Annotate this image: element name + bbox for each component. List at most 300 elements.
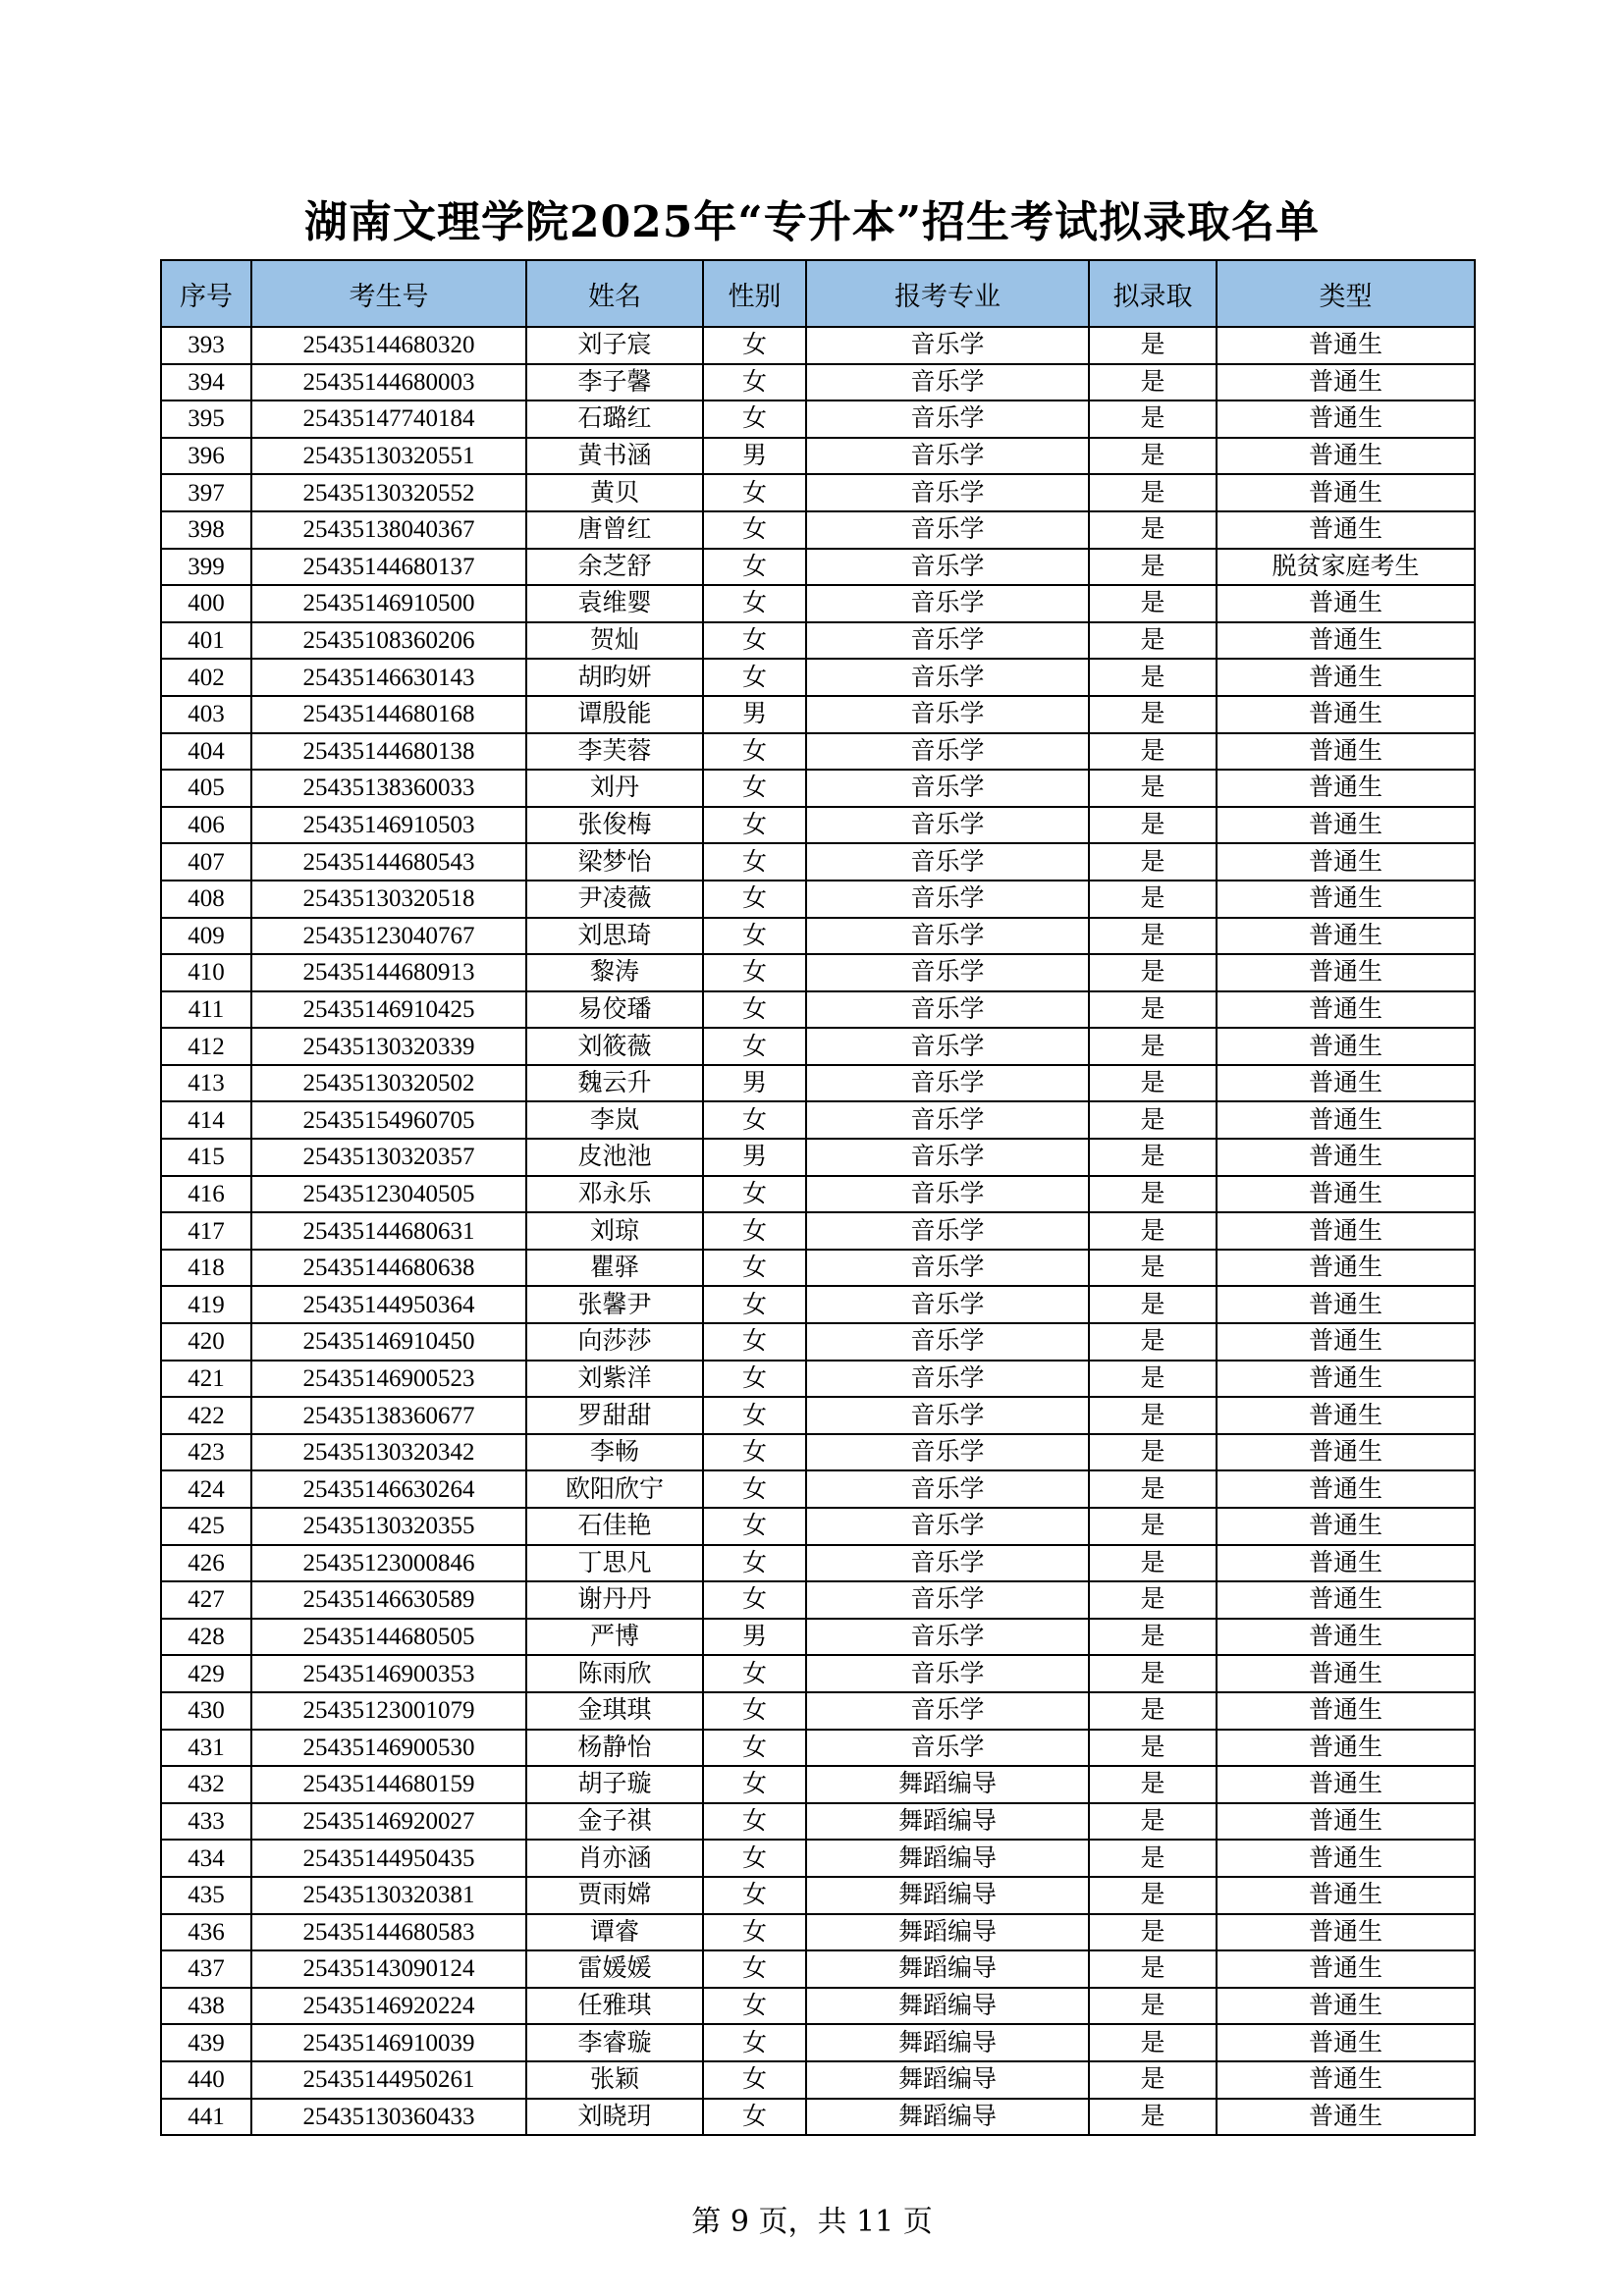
cell-type: 普通生 [1217, 1065, 1475, 1102]
cell-major: 音乐学 [806, 327, 1089, 364]
cell-name: 谭殷能 [526, 696, 703, 733]
cell-gender: 女 [703, 1250, 806, 1287]
cell-gender: 女 [703, 549, 806, 586]
cell-major: 音乐学 [806, 733, 1089, 771]
cell-name: 欧阳欣宁 [526, 1470, 703, 1508]
cell-type: 普通生 [1217, 770, 1475, 807]
table-row [161, 1545, 1475, 1582]
cell-gender: 男 [703, 696, 806, 733]
cell-exam-id: 25435130320357 [251, 1139, 526, 1176]
cell-type: 普通生 [1217, 1766, 1475, 1803]
cell-admit: 是 [1089, 622, 1217, 660]
cell-gender: 女 [703, 1581, 806, 1619]
cell-exam-id: 25435138360033 [251, 770, 526, 807]
table-row [161, 549, 1475, 586]
cell-admit: 是 [1089, 511, 1217, 549]
cell-exam-id: 25435146900530 [251, 1730, 526, 1767]
cell-gender: 男 [703, 1619, 806, 1656]
cell-exam-id: 25435144680138 [251, 733, 526, 771]
table-row [161, 1619, 1475, 1656]
header-major: 报考专业 [806, 260, 1089, 327]
table-row [161, 1950, 1475, 1988]
cell-admit: 是 [1089, 733, 1217, 771]
cell-admit: 是 [1089, 1028, 1217, 1065]
cell-admit: 是 [1089, 918, 1217, 955]
cell-major: 音乐学 [806, 1212, 1089, 1250]
cell-major: 音乐学 [806, 659, 1089, 696]
cell-admit: 是 [1089, 1508, 1217, 1545]
cell-seq: 414 [161, 1101, 251, 1139]
cell-seq: 407 [161, 843, 251, 881]
table-row [161, 364, 1475, 401]
cell-seq: 439 [161, 2024, 251, 2061]
cell-type: 普通生 [1217, 1581, 1475, 1619]
cell-seq: 409 [161, 918, 251, 955]
cell-admit: 是 [1089, 954, 1217, 991]
table-row [161, 659, 1475, 696]
cell-gender: 女 [703, 1950, 806, 1988]
table-row [161, 1028, 1475, 1065]
table-row [161, 511, 1475, 549]
cell-name: 胡昀妍 [526, 659, 703, 696]
cell-gender: 女 [703, 770, 806, 807]
cell-major: 舞蹈编导 [806, 1840, 1089, 1877]
cell-admit: 是 [1089, 1766, 1217, 1803]
cell-type: 普通生 [1217, 1545, 1475, 1582]
cell-admit: 是 [1089, 2024, 1217, 2061]
cell-major: 音乐学 [806, 954, 1089, 991]
cell-admit: 是 [1089, 1803, 1217, 1841]
cell-gender: 男 [703, 1065, 806, 1102]
cell-gender: 男 [703, 1139, 806, 1176]
cell-major: 音乐学 [806, 1361, 1089, 1398]
cell-seq: 410 [161, 954, 251, 991]
cell-admit: 是 [1089, 1434, 1217, 1471]
cell-seq: 413 [161, 1065, 251, 1102]
cell-exam-id: 25435144680320 [251, 327, 526, 364]
cell-type: 普通生 [1217, 438, 1475, 475]
header-name: 姓名 [526, 260, 703, 327]
cell-name: 刘子宸 [526, 327, 703, 364]
cell-major: 音乐学 [806, 474, 1089, 511]
cell-admit: 是 [1089, 2099, 1217, 2136]
cell-type: 普通生 [1217, 1176, 1475, 1213]
cell-name: 黎涛 [526, 954, 703, 991]
cell-type: 普通生 [1217, 1434, 1475, 1471]
cell-name: 瞿驿 [526, 1250, 703, 1287]
cell-seq: 412 [161, 1028, 251, 1065]
cell-gender: 女 [703, 881, 806, 918]
cell-gender: 女 [703, 1840, 806, 1877]
cell-name: 梁梦怡 [526, 843, 703, 881]
cell-admit: 是 [1089, 2061, 1217, 2099]
cell-name: 尹凌薇 [526, 881, 703, 918]
cell-name: 雷媛媛 [526, 1950, 703, 1988]
cell-exam-id: 25435138040367 [251, 511, 526, 549]
table-row [161, 1212, 1475, 1250]
cell-type: 普通生 [1217, 1988, 1475, 2025]
cell-name: 丁思凡 [526, 1545, 703, 1582]
cell-exam-id: 25435146630143 [251, 659, 526, 696]
cell-name: 陈雨欣 [526, 1655, 703, 1692]
cell-admit: 是 [1089, 1286, 1217, 1323]
cell-seq: 397 [161, 474, 251, 511]
table-row [161, 1803, 1475, 1841]
cell-type: 普通生 [1217, 1286, 1475, 1323]
cell-admit: 是 [1089, 1692, 1217, 1730]
cell-gender: 女 [703, 1545, 806, 1582]
table-row [161, 2024, 1475, 2061]
table-row [161, 1323, 1475, 1361]
table-row [161, 1581, 1475, 1619]
cell-name: 李子馨 [526, 364, 703, 401]
cell-exam-id: 25435146910503 [251, 807, 526, 844]
table-row [161, 733, 1475, 771]
cell-gender: 女 [703, 1730, 806, 1767]
cell-seq: 422 [161, 1397, 251, 1434]
cell-name: 贺灿 [526, 622, 703, 660]
cell-name: 胡子璇 [526, 1766, 703, 1803]
cell-major: 音乐学 [806, 400, 1089, 438]
cell-type: 普通生 [1217, 1250, 1475, 1287]
table-row [161, 843, 1475, 881]
cell-seq: 403 [161, 696, 251, 733]
cell-exam-id: 25435130320342 [251, 1434, 526, 1471]
cell-name: 皮池池 [526, 1139, 703, 1176]
cell-gender: 女 [703, 1803, 806, 1841]
cell-seq: 394 [161, 364, 251, 401]
cell-exam-id: 25435144680168 [251, 696, 526, 733]
cell-exam-id: 25435130320381 [251, 1877, 526, 1914]
cell-major: 音乐学 [806, 1176, 1089, 1213]
cell-seq: 438 [161, 1988, 251, 2025]
cell-exam-id: 25435123040767 [251, 918, 526, 955]
cell-exam-id: 25435138360677 [251, 1397, 526, 1434]
cell-name: 石璐红 [526, 400, 703, 438]
cell-seq: 430 [161, 1692, 251, 1730]
table-row [161, 1286, 1475, 1323]
table-row [161, 1139, 1475, 1176]
table-row [161, 1397, 1475, 1434]
cell-gender: 女 [703, 474, 806, 511]
cell-seq: 436 [161, 1914, 251, 1951]
cell-name: 贾雨嫦 [526, 1877, 703, 1914]
table-row [161, 1877, 1475, 1914]
cell-type: 普通生 [1217, 1877, 1475, 1914]
cell-seq: 402 [161, 659, 251, 696]
cell-admit: 是 [1089, 1877, 1217, 1914]
cell-exam-id: 25435123000846 [251, 1545, 526, 1582]
cell-name: 黄书涵 [526, 438, 703, 475]
cell-admit: 是 [1089, 1655, 1217, 1692]
cell-seq: 428 [161, 1619, 251, 1656]
cell-name: 刘思琦 [526, 918, 703, 955]
cell-major: 音乐学 [806, 1508, 1089, 1545]
table-row [161, 585, 1475, 622]
cell-admit: 是 [1089, 1212, 1217, 1250]
cell-name: 易佼璠 [526, 991, 703, 1029]
cell-name: 袁维婴 [526, 585, 703, 622]
cell-name: 杨静怡 [526, 1730, 703, 1767]
cell-type: 普通生 [1217, 1508, 1475, 1545]
cell-seq: 421 [161, 1361, 251, 1398]
cell-exam-id: 25435146900353 [251, 1655, 526, 1692]
cell-seq: 440 [161, 2061, 251, 2099]
cell-admit: 是 [1089, 1176, 1217, 1213]
cell-name: 金子祺 [526, 1803, 703, 1841]
cell-major: 音乐学 [806, 1434, 1089, 1471]
cell-type: 普通生 [1217, 327, 1475, 364]
cell-exam-id: 25435144680631 [251, 1212, 526, 1250]
cell-major: 音乐学 [806, 918, 1089, 955]
cell-major: 音乐学 [806, 1730, 1089, 1767]
cell-major: 音乐学 [806, 622, 1089, 660]
cell-seq: 427 [161, 1581, 251, 1619]
cell-exam-id: 25435146900523 [251, 1361, 526, 1398]
cell-exam-id: 25435123040505 [251, 1176, 526, 1213]
cell-major: 音乐学 [806, 549, 1089, 586]
cell-type: 普通生 [1217, 991, 1475, 1029]
cell-exam-id: 25435130320355 [251, 1508, 526, 1545]
cell-admit: 是 [1089, 1730, 1217, 1767]
cell-exam-id: 25435130320502 [251, 1065, 526, 1102]
table-header-row [161, 260, 1475, 327]
table-body [161, 327, 1475, 2135]
table-row [161, 2061, 1475, 2099]
cell-seq: 435 [161, 1877, 251, 1914]
cell-major: 音乐学 [806, 1250, 1089, 1287]
cell-exam-id: 25435123001079 [251, 1692, 526, 1730]
cell-major: 音乐学 [806, 1139, 1089, 1176]
cell-exam-id: 25435146630589 [251, 1581, 526, 1619]
cell-admit: 是 [1089, 1840, 1217, 1877]
cell-type: 普通生 [1217, 1028, 1475, 1065]
cell-type: 普通生 [1217, 622, 1475, 660]
cell-gender: 女 [703, 659, 806, 696]
cell-admit: 是 [1089, 549, 1217, 586]
table-row [161, 807, 1475, 844]
cell-major: 舞蹈编导 [806, 2099, 1089, 2136]
cell-seq: 404 [161, 733, 251, 771]
cell-major: 音乐学 [806, 1692, 1089, 1730]
cell-admit: 是 [1089, 696, 1217, 733]
cell-name: 谢丹丹 [526, 1581, 703, 1619]
cell-name: 刘丹 [526, 770, 703, 807]
cell-major: 音乐学 [806, 1619, 1089, 1656]
cell-gender: 女 [703, 1101, 806, 1139]
cell-gender: 女 [703, 511, 806, 549]
cell-seq: 415 [161, 1139, 251, 1176]
cell-type: 普通生 [1217, 1655, 1475, 1692]
cell-exam-id: 25435146910039 [251, 2024, 526, 2061]
cell-seq: 423 [161, 1434, 251, 1471]
cell-gender: 女 [703, 327, 806, 364]
cell-seq: 419 [161, 1286, 251, 1323]
cell-admit: 是 [1089, 1397, 1217, 1434]
page-title: 湖南文理学院2025年“专升本”招生考试拟录取名单 [303, 197, 1321, 247]
admission-list-table [160, 259, 1476, 2136]
cell-type: 普通生 [1217, 918, 1475, 955]
cell-seq: 406 [161, 807, 251, 844]
cell-type: 普通生 [1217, 1212, 1475, 1250]
cell-gender: 女 [703, 733, 806, 771]
cell-exam-id: 25435130320552 [251, 474, 526, 511]
cell-seq: 400 [161, 585, 251, 622]
header-seq: 序号 [161, 260, 251, 327]
cell-exam-id: 25435144680159 [251, 1766, 526, 1803]
cell-gender: 女 [703, 1434, 806, 1471]
cell-gender: 女 [703, 364, 806, 401]
table-row [161, 1655, 1475, 1692]
table-row [161, 696, 1475, 733]
cell-major: 音乐学 [806, 881, 1089, 918]
cell-gender: 女 [703, 807, 806, 844]
cell-major: 音乐学 [806, 1028, 1089, 1065]
cell-seq: 401 [161, 622, 251, 660]
cell-name: 唐曾红 [526, 511, 703, 549]
cell-gender: 女 [703, 2099, 806, 2136]
page-footer: 第 9 页，共 11 页 [691, 2205, 933, 2239]
cell-major: 音乐学 [806, 1101, 1089, 1139]
table-row [161, 1914, 1475, 1951]
cell-admit: 是 [1089, 1139, 1217, 1176]
cell-type: 普通生 [1217, 954, 1475, 991]
cell-type: 普通生 [1217, 659, 1475, 696]
cell-name: 刘琼 [526, 1212, 703, 1250]
cell-admit: 是 [1089, 807, 1217, 844]
cell-type: 普通生 [1217, 843, 1475, 881]
cell-type: 普通生 [1217, 2061, 1475, 2099]
cell-exam-id: 25435144680505 [251, 1619, 526, 1656]
cell-gender: 女 [703, 1212, 806, 1250]
cell-gender: 女 [703, 1361, 806, 1398]
cell-exam-id: 25435144680913 [251, 954, 526, 991]
cell-seq: 433 [161, 1803, 251, 1841]
cell-admit: 是 [1089, 843, 1217, 881]
cell-name: 任雅琪 [526, 1988, 703, 2025]
cell-type: 普通生 [1217, 1840, 1475, 1877]
cell-major: 音乐学 [806, 1470, 1089, 1508]
table-row [161, 1988, 1475, 2025]
cell-exam-id: 25435146910450 [251, 1323, 526, 1361]
cell-seq: 426 [161, 1545, 251, 1582]
cell-seq: 399 [161, 549, 251, 586]
cell-type: 普通生 [1217, 1361, 1475, 1398]
cell-major: 音乐学 [806, 1065, 1089, 1102]
cell-gender: 女 [703, 1508, 806, 1545]
cell-seq: 398 [161, 511, 251, 549]
cell-major: 音乐学 [806, 1655, 1089, 1692]
cell-type: 脱贫家庭考生 [1217, 549, 1475, 586]
cell-admit: 是 [1089, 770, 1217, 807]
table-row [161, 1250, 1475, 1287]
cell-seq: 424 [161, 1470, 251, 1508]
cell-admit: 是 [1089, 1988, 1217, 2025]
cell-name: 邓永乐 [526, 1176, 703, 1213]
header-admit: 拟录取 [1089, 260, 1217, 327]
cell-exam-id: 25435144680543 [251, 843, 526, 881]
cell-major: 音乐学 [806, 991, 1089, 1029]
cell-type: 普通生 [1217, 511, 1475, 549]
cell-admit: 是 [1089, 364, 1217, 401]
cell-major: 音乐学 [806, 843, 1089, 881]
table-row [161, 2099, 1475, 2136]
cell-type: 普通生 [1217, 400, 1475, 438]
cell-seq: 417 [161, 1212, 251, 1250]
cell-gender: 女 [703, 918, 806, 955]
cell-exam-id: 25435144950364 [251, 1286, 526, 1323]
cell-exam-id: 25435144680583 [251, 1914, 526, 1951]
cell-seq: 434 [161, 1840, 251, 1877]
cell-exam-id: 25435143090124 [251, 1950, 526, 1988]
cell-seq: 416 [161, 1176, 251, 1213]
cell-major: 舞蹈编导 [806, 1988, 1089, 2025]
table-row [161, 1508, 1475, 1545]
table-row [161, 1470, 1475, 1508]
cell-gender: 女 [703, 1655, 806, 1692]
cell-exam-id: 25435130320518 [251, 881, 526, 918]
cell-seq: 393 [161, 327, 251, 364]
cell-seq: 418 [161, 1250, 251, 1287]
cell-seq: 396 [161, 438, 251, 475]
cell-type: 普通生 [1217, 696, 1475, 733]
cell-admit: 是 [1089, 438, 1217, 475]
cell-type: 普通生 [1217, 1803, 1475, 1841]
cell-admit: 是 [1089, 400, 1217, 438]
cell-type: 普通生 [1217, 1730, 1475, 1767]
cell-admit: 是 [1089, 659, 1217, 696]
cell-exam-id: 25435146630264 [251, 1470, 526, 1508]
cell-name: 魏云升 [526, 1065, 703, 1102]
table-row [161, 881, 1475, 918]
header-type: 类型 [1217, 260, 1475, 327]
cell-major: 舞蹈编导 [806, 1766, 1089, 1803]
cell-exam-id: 25435146910500 [251, 585, 526, 622]
cell-type: 普通生 [1217, 1139, 1475, 1176]
cell-name: 张俊梅 [526, 807, 703, 844]
table-row [161, 327, 1475, 364]
table-row [161, 1361, 1475, 1398]
cell-seq: 432 [161, 1766, 251, 1803]
table-row [161, 1766, 1475, 1803]
cell-admit: 是 [1089, 1250, 1217, 1287]
cell-name: 刘晓玥 [526, 2099, 703, 2136]
cell-gender: 女 [703, 585, 806, 622]
cell-major: 音乐学 [806, 1397, 1089, 1434]
table-row [161, 400, 1475, 438]
cell-gender: 女 [703, 1692, 806, 1730]
cell-major: 舞蹈编导 [806, 2061, 1089, 2099]
cell-exam-id: 25435144950261 [251, 2061, 526, 2099]
cell-name: 刘紫洋 [526, 1361, 703, 1398]
cell-type: 普通生 [1217, 807, 1475, 844]
cell-gender: 女 [703, 991, 806, 1029]
cell-exam-id: 25435154960705 [251, 1101, 526, 1139]
cell-exam-id: 25435130320551 [251, 438, 526, 475]
cell-major: 音乐学 [806, 585, 1089, 622]
cell-admit: 是 [1089, 991, 1217, 1029]
cell-gender: 女 [703, 843, 806, 881]
cell-major: 音乐学 [806, 364, 1089, 401]
header-exam-id: 考生号 [251, 260, 526, 327]
cell-admit: 是 [1089, 474, 1217, 511]
cell-type: 普通生 [1217, 2024, 1475, 2061]
cell-exam-id: 25435146920224 [251, 1988, 526, 2025]
cell-gender: 女 [703, 2024, 806, 2061]
cell-seq: 395 [161, 400, 251, 438]
cell-major: 音乐学 [806, 1286, 1089, 1323]
cell-admit: 是 [1089, 1950, 1217, 1988]
